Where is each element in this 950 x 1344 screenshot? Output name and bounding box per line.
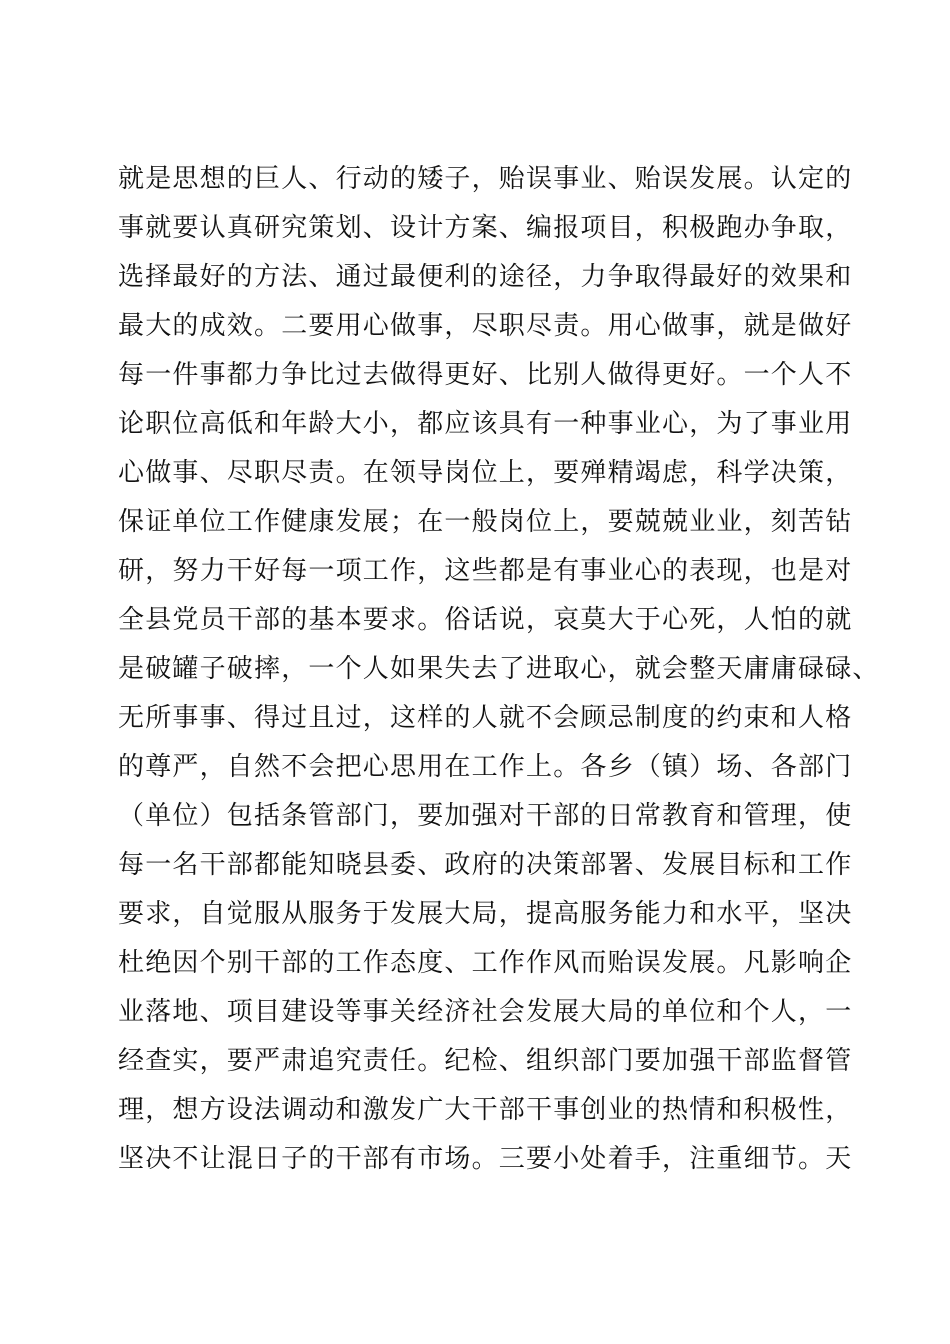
text-line: 心做事、尽职尽责。在领导岗位上，要殚精竭虑，科学决策， — [118, 458, 853, 488]
text-line: 无所事事、得过且过，这样的人就不会顾忌制度的约束和人格 — [118, 703, 853, 733]
text-line: 事就要认真研究策划、设计方案、编报项目，积极跑办争取， — [118, 213, 853, 243]
text-line: 是破罐子破摔，一个人如果失去了进取心，就会整天庸庸碌碌、 — [118, 654, 880, 684]
text-line: 每一件事都力争比过去做得更好、比别人做得更好。一个人不 — [118, 360, 853, 390]
text-line: 每一名干部都能知晓县委、政府的决策部署、发展目标和工作 — [118, 850, 853, 880]
text-line: 的尊严，自然不会把心思用在工作上。各乡（镇）场、各部门 — [118, 752, 853, 782]
text-line: 要求，自觉服从服务于发展大局，提高服务能力和水平，坚决 — [118, 899, 853, 929]
text-line: 全县党员干部的基本要求。俗话说，哀莫大于心死，人怕的就 — [118, 605, 853, 635]
text-line: 经查实，要严肃追究责任。纪检、组织部门要加强干部监督管 — [118, 1046, 853, 1076]
text-line: 坚决不让混日子的干部有市场。三要小处着手，注重细节。天 — [118, 1144, 853, 1174]
text-line: 研，努力干好每一项工作，这些都是有事业心的表现，也是对 — [118, 556, 853, 586]
text-line: （单位）包括条管部门，要加强对干部的日常教育和管理，使 — [118, 801, 853, 831]
text-line: 就是思想的巨人、行动的矮子，贻误事业、贻误发展。认定的 — [118, 164, 853, 194]
text-line: 业落地、项目建设等事关经济社会发展大局的单位和个人，一 — [118, 997, 853, 1027]
text-line: 选择最好的方法、通过最便利的途径，力争取得最好的效果和 — [118, 262, 853, 292]
text-line: 论职位高低和年龄大小，都应该具有一种事业心，为了事业用 — [118, 409, 853, 439]
text-line: 保证单位工作健康发展；在一般岗位上，要兢兢业业，刻苦钻 — [118, 507, 853, 537]
body-text — [118, 155, 880, 1184]
text-line: 最大的成效。二要用心做事，尽职尽责。用心做事，就是做好 — [118, 311, 853, 341]
text-line: 理，想方设法调动和激发广大干部干事创业的热情和积极性， — [118, 1095, 853, 1125]
text-line: 杜绝因个别干部的工作态度、工作作风而贻误发展。凡影响企 — [118, 948, 853, 978]
